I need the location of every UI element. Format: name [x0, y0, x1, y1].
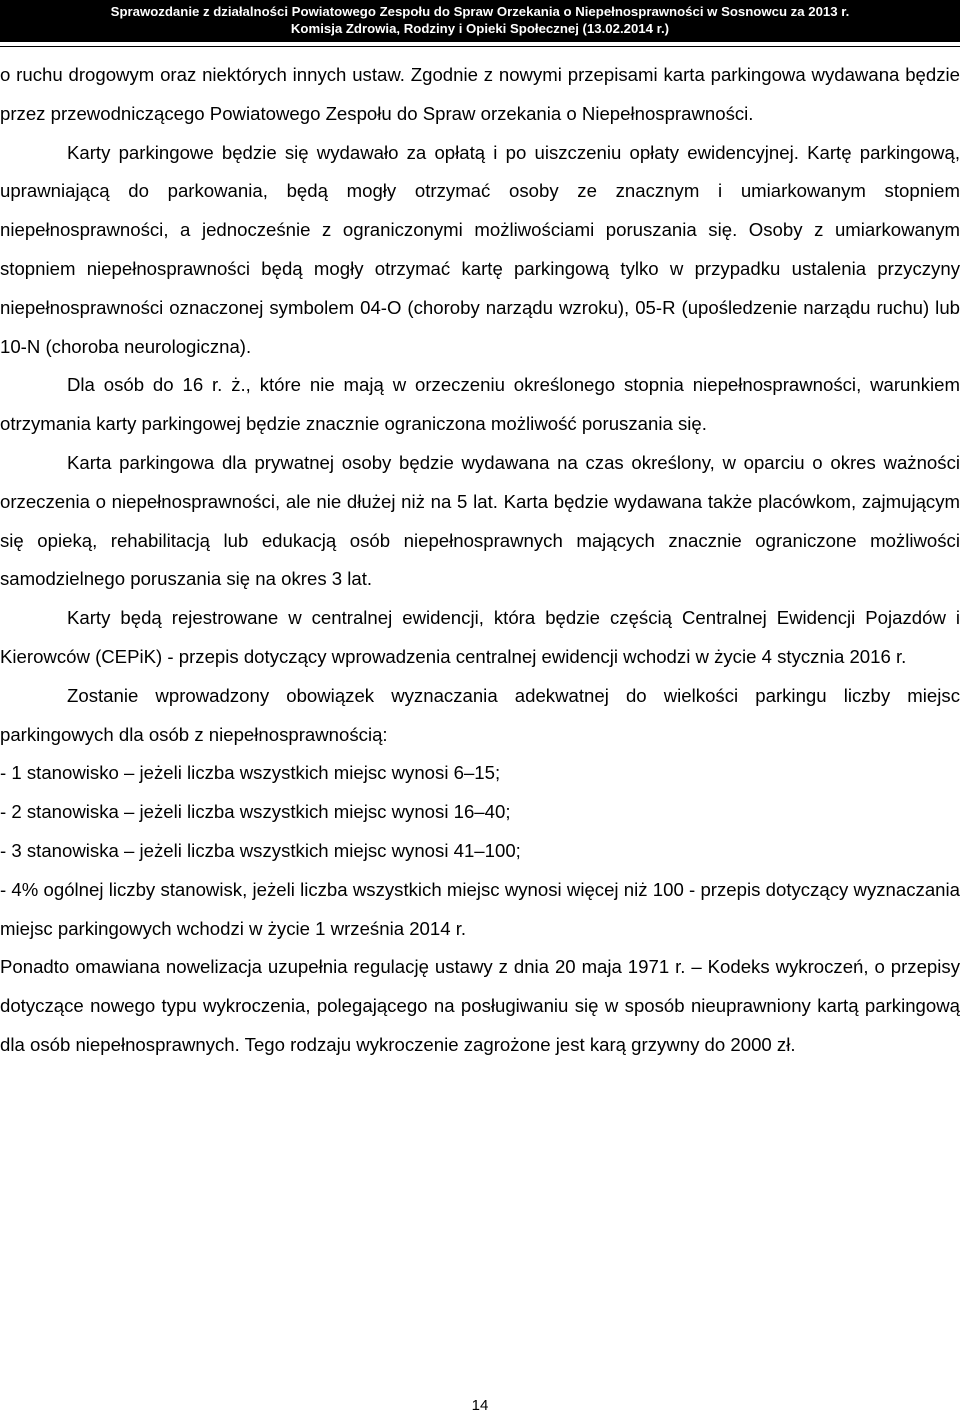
header-committee-line: Komisja Zdrowia, Rodziny i Opieki Społecznej (13.02.2014 r.) [290, 21, 670, 36]
paragraph-parking-cards: Karty parkingowe będzie się wydawało za opłatą i po uiszczeniu opłaty ewidencyjnej. Kartę parkingową, uprawniającą do parkowania, będą mogły otrzymać osoby ze znacznym i umiarkowanym stopniem niepełnosprawności, a jednocześnie z ograniczonymi możliwościami poruszania się. Osoby z umiarkowanym stopniem niepełnosprawności będą mogły otrzymać kartę parkingową tylko w przypadku ustalenia przyczyny niepełnosprawności oznaczonej symbolem 04-O (choroby narządu wzroku), 05-R (upośledzenie narządu ruchu) lub 10-N (choroba neurologiczna). [0, 141, 960, 357]
paragraph-registration: Karty będą rejestrowane w centralnej ewidencji, która będzie częścią Centralnej Ewidencji Pojazdów i Kierowców (CEPiK) - przepis dotyczący wprowadzenia centralnej ewidencji wchodzi w życie 4 stycznia 2016 r. [0, 607, 960, 667]
paragraph-validity: Karta parkingowa dla prywatnej osoby będzie wydawana na czas określony, w oparciu o okres ważności orzeczenia o niepełnosprawności, ale nie dłużej niż na 5 lat. Karta będzie wydawana także placówkom, zajmującym się opieką, rehabilitacją lub edukacją osób niepełnosprawnych mających znacznie ograniczone możliwości samodzielnego poruszania się na okres 3 lat. [0, 451, 960, 590]
paragraph-children: Dla osób do 16 r. ż., które nie mają w orzeczeniu określonego stopnia niepełnosprawności, warunkiem otrzymania karty parkingowej będzie znacznie ograniczona możliwość poruszania się. [0, 374, 960, 435]
list-item: - 2 stanowiska – jeżeli liczba wszystkich miejsc wynosi 16–40; [0, 801, 511, 823]
page-number: 14 [471, 1397, 489, 1414]
list-item: - 4% ogólnej liczby stanowisk, jeżeli liczba wszystkich miejsc wynosi więcej niż 100 - przepis dotyczący wyznaczania miejsc parkingowych wchodzi w życie 1 września 2014 r. [0, 878, 960, 939]
paragraph-closing: Ponadto omawiana nowelizacja uzupełnia regulację ustawy z dnia 20 maja 1971 r. – Kodeks wykroczeń, o przepisy dotyczące nowego typu wykroczenia, polegającego na posługiwaniu się w sposób nieuprawniony kartą parkingową dla osób niepełnosprawnych. Tego rodzaju wykroczenie zagrożone jest karą grzywny do 2000 zł. [0, 956, 960, 1055]
list-item: - 1 stanowisko – jeżeli liczba wszystkich miejsc wynosi 6–15; [0, 762, 501, 784]
page-body [0, 56, 960, 1065]
document-header [0, 0, 960, 42]
paragraph-parking-spaces: Zostanie wprowadzony obowiązek wyznaczania adekwatnej do wielkości parkingu liczby miejsc parkingowych dla osób z niepełnosprawnością: [0, 684, 960, 745]
header-title-line: Sprawozdanie z działalności Powiatowego Zespołu do Spraw Orzekania o Niepełnosprawności w Sosnowcu za 2013 r. [110, 4, 850, 19]
paragraph-intro: o ruchu drogowym oraz niektórych innych ustaw. Zgodnie z nowymi przepisami karta parkingowa wydawana będzie przez przewodniczącego Powiatowego Zespołu do Spraw orzekania o Niepełnosprawności. [0, 64, 960, 124]
header-divider [0, 46, 960, 47]
list-item: - 3 stanowiska – jeżeli liczba wszystkich miejsc wynosi 41–100; [0, 839, 521, 861]
